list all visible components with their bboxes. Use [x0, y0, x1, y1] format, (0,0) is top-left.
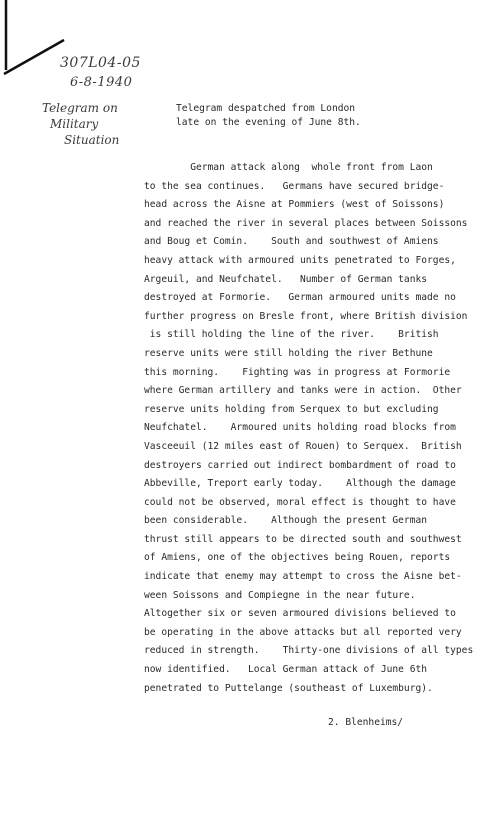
body-line: Abbeville, Treport early today. Although the damage [144, 478, 456, 490]
body-line: further progress on Bresle front, where British division [144, 310, 468, 322]
body-line: to the sea continues. Germans have secured bridge- [144, 180, 445, 192]
body-line: of Amiens, one of the objectives being Rouen, reports [144, 552, 451, 564]
body-line: thrust still appears to be directed south and southwest [144, 533, 462, 545]
body-line: destroyed at Formorie. German armoured units made no [144, 292, 456, 304]
body-line: now identified. Local German attack of June 6th [144, 664, 428, 676]
heading-line: Telegram despatched from London [176, 103, 356, 114]
handwritten-note [42, 100, 119, 148]
telegram-body [144, 159, 473, 698]
continuation-line: 2. Blenheims/ [328, 717, 404, 728]
handwritten-note-line: Telegram on [42, 101, 118, 115]
body-line: Vasceeuil (12 miles east of Rouen) to Serquex. British [144, 440, 462, 452]
body-line: ween Soissons and Compiegne in the near future. [144, 589, 416, 601]
handwritten-note-line: Military [50, 117, 99, 131]
body-line: Altogether six or seven armoured divisions believed to [144, 608, 456, 620]
body-line: head across the Aisne at Pommiers (west of Soissons) [144, 199, 445, 211]
body-line: destroyers carried out indirect bombardment of road to [144, 459, 456, 471]
body-line: this morning. Fighting was in progress at Formorie [144, 366, 451, 378]
body-line: is still holding the line of the river. British [144, 329, 439, 341]
body-line: reserve units holding from Serquex to but excluding [144, 403, 439, 415]
body-line: been considerable. Although the present German [144, 515, 428, 527]
body-line: German attack along whole front from Laon [144, 162, 433, 173]
telegram-heading [176, 102, 361, 130]
body-line: penetrated to Puttelange (southeast of Luxemburg). [144, 682, 433, 694]
body-line: and Boug et Comin. South and southwest of Amiens [144, 236, 439, 248]
body-line: reduced in strength. Thirty-one divisions of all types [144, 645, 474, 657]
body-line: reserve units were still holding the river Bethune [144, 347, 433, 359]
body-line: where German artillery and tanks were in action. Other [144, 385, 462, 397]
handwritten-reference-number: 307L04-05 [60, 55, 141, 71]
heading-line: late on the evening of June 8th. [176, 117, 361, 128]
body-line: indicate that enemy may attempt to cross the Aisne bet- [144, 571, 462, 583]
body-line: Neufchatel. Armoured units holding road blocks from [144, 422, 456, 434]
body-line: and reached the river in several places between Soissons [144, 217, 468, 229]
body-line: Argeuil, and Neufchatel. Number of German tanks [144, 273, 428, 285]
body-line: heavy attack with armoured units penetrated to Forges, [144, 254, 456, 266]
body-line: be operating in the above attacks but all reported very [144, 626, 462, 638]
handwritten-note-line: Situation [64, 133, 120, 147]
handwritten-date: 6-8-1940 [70, 75, 133, 90]
body-line: could not be observed, moral effect is thought to have [144, 496, 456, 508]
